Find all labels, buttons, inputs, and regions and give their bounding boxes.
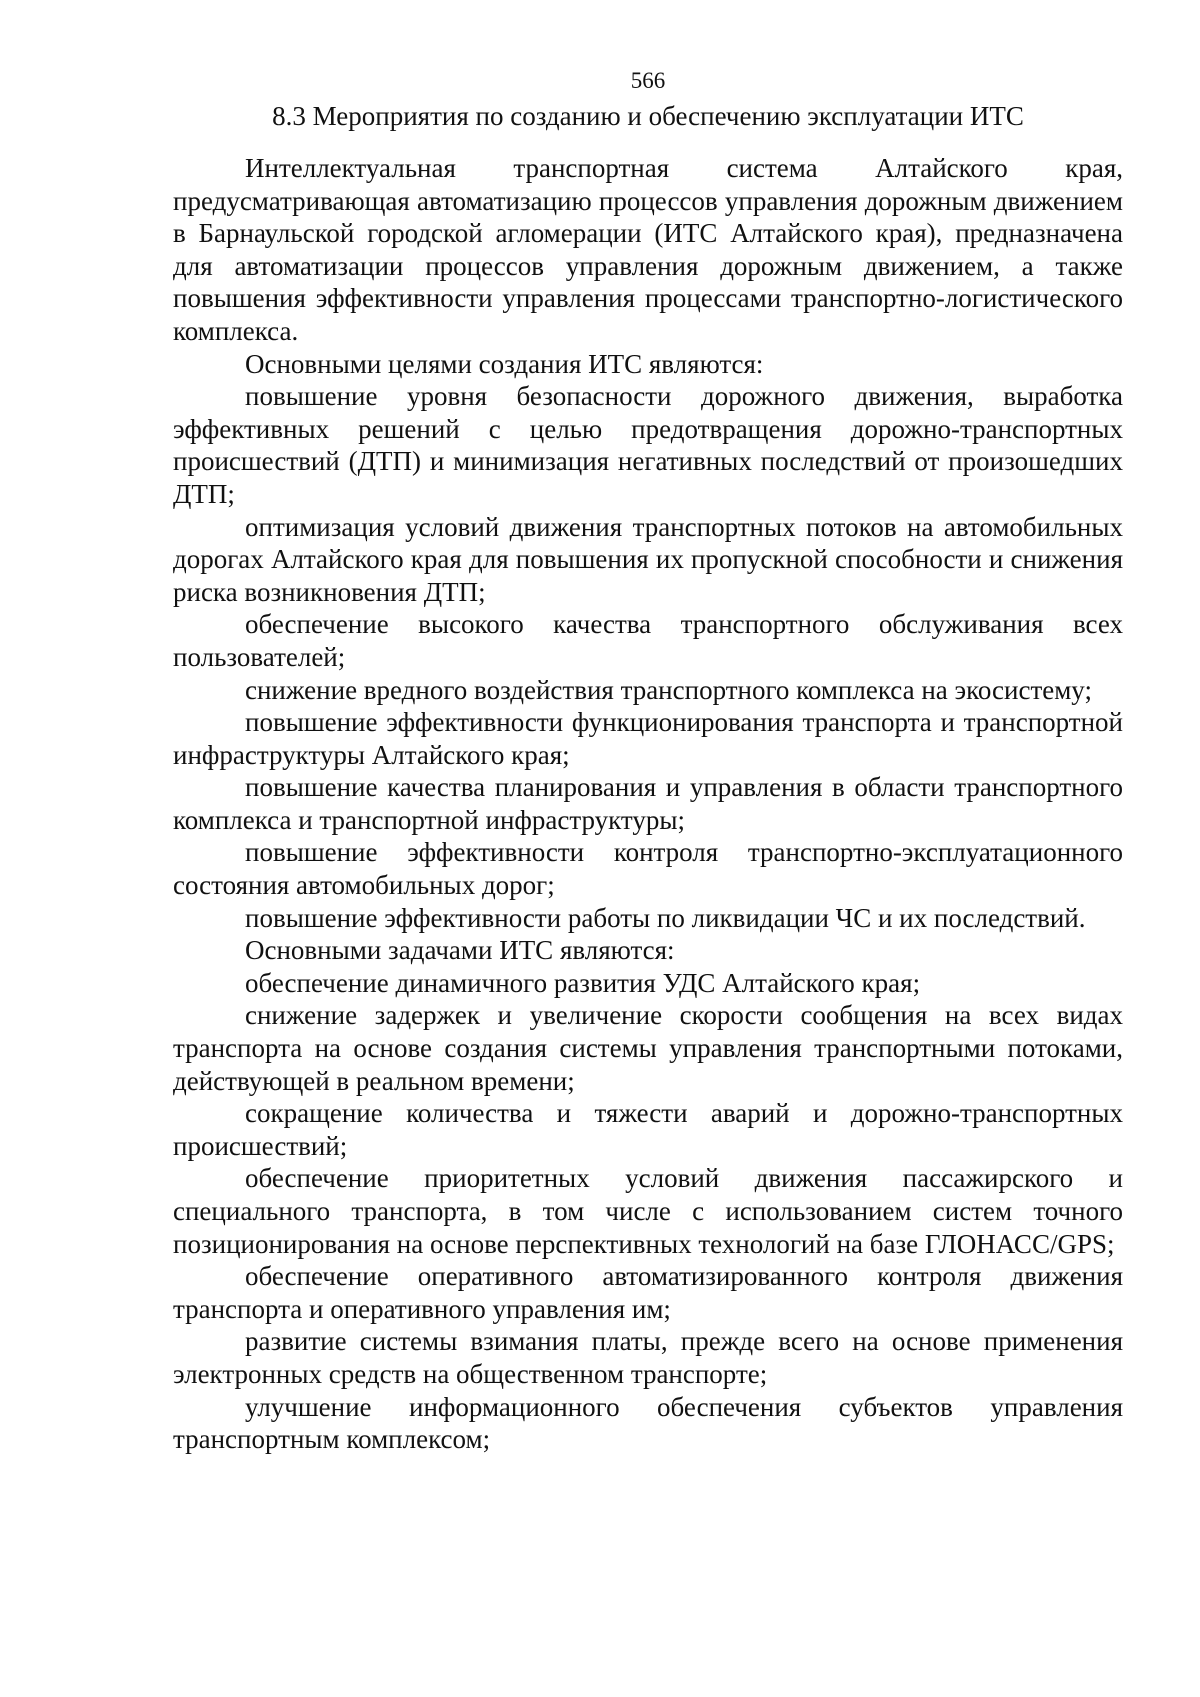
task-item: развитие системы взимания платы, прежде всего на основе применения электронных средств на общественном транспорте;: [173, 1326, 1123, 1389]
document-page: [173, 66, 1123, 1456]
section-title: 8.3 Мероприятия по созданию и обеспечению эксплуатации ИТС: [272, 101, 1024, 131]
goal-item: оптимизация условий движения транспортных потоков на автомобильных дорогах Алтайского края для повышения их пропускной способности и снижения риска возникновения ДТП;: [173, 511, 1123, 607]
task-item: обеспечение динамичного развития УДС Алтайского края;: [245, 967, 921, 998]
task-item: сокращение количества и тяжести аварий и дорожно-транспортных происшествий;: [173, 1098, 1123, 1161]
goal-item: снижение вредного воздействия транспортного комплекса на экосистему;: [245, 674, 1092, 705]
task-item: обеспечение приоритетных условий движения пассажирского и специального транспорта, в том числе с использованием систем точного позиционирования на основе перспективных технологий на базе ГЛОНАСС/GPS;: [173, 1163, 1123, 1259]
task-item: снижение задержек и увеличение скорости сообщения на всех видах транспорта на основе создания системы управления транспортными потоками, действующей в реальном времени;: [173, 1000, 1123, 1096]
goal-item: повышение качества планирования и управления в области транспортного комплекса и транспортной инфраструктуры;: [173, 772, 1123, 835]
tasks-heading: Основными задачами ИТС являются:: [245, 935, 675, 966]
task-item: улучшение информационного обеспечения субъектов управления транспортным комплексом;: [173, 1391, 1123, 1455]
document-body: [173, 152, 1123, 1456]
goal-item: повышение уровня безопасности дорожного движения, выработка эффективных решений с целью предотвращения дорожно-транспортных происшествий (ДТП) и минимизация негативных последствий от произошедших ДТП;: [173, 381, 1123, 509]
goal-item: повышение эффективности контроля транспортно-эксплуатационного состояния автомобильных дорог;: [173, 837, 1123, 901]
task-item: обеспечение оперативного автоматизированного контроля движения транспорта и оперативного управления им;: [173, 1261, 1123, 1324]
page-number: 566: [630, 68, 666, 93]
goal-item: повышение эффективности работы по ликвидации ЧС и их последствий.: [245, 902, 1086, 933]
goal-item: повышение эффективности функционирования транспорта и транспортной инфраструктуры Алтайского края;: [173, 707, 1123, 770]
intro-paragraph: Интеллектуальная транспортная система Алтайского края, предусматривающая автоматизацию процессов управления дорожным движением в Барнаульской городской агломерации (ИТС Алтайского края), предназначена для автоматизации процессов управления дорожным движением, а также повышения эффективности управления процессами транспортно-логистического комплекса.: [173, 153, 1123, 346]
goal-item: обеспечение высокого качества транспортного обслуживания всех пользователей;: [173, 609, 1123, 672]
goals-heading: Основными целями создания ИТС являются:: [245, 348, 764, 379]
